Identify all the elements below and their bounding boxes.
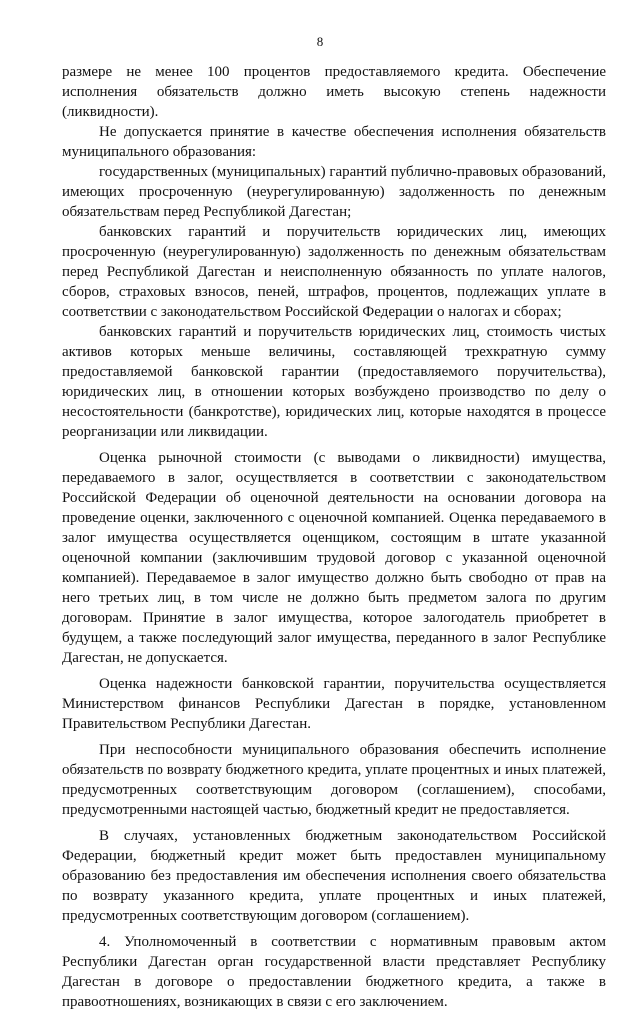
page-number: 8 [316,34,324,49]
paragraph-guarantee-reliability: Оценка надежности банковской гарантии, поручительства осуществляется Министерством финансов Республики Дагестан в порядке, установленном Правительством Республики Дагестан. [62,676,606,732]
paragraph-bank-guarantees-assets: банковских гарантий и поручительств юридических лиц, стоимость чистых активов которых меньше величины, составляющей трехкратную сумму предоставляемой банковской гарантии (предоставляемого поручительства), юридических лиц, в отношении которых возбуждено производство по делу о несостоятельности (банкротстве), юридических лиц, которые находятся в процессе реорганизации или ликвидации. [62,324,606,440]
paragraph-credit-without-security: В случаях, установленных бюджетным законодательством Российской Федерации, бюджетный кредит может быть предоставлен муниципальному образованию без предоставления им обеспечения исполнения своего обязательства по возврату указанного кредита, уплате процентных и иных платежей, предусмотренных соответствующим договором (соглашением). [62,828,606,924]
paragraph-property-valuation: Оценка рыночной стоимости (с выводами о ликвидности) имущества, передаваемого в залог, осуществляется в соответствии с законодательством Российской Федерации об оценочной деятельности на основании договора на проведение оценки, заключенного с оценочной компанией. Оценка передаваемого в залог имущества осуществляется оценщиком, состоящим в штате указанной оценочной компании (заключившим трудовой договор с указанной оценочной компанией). Передаваемое в залог имущество должно быть свободно от прав на него третьих лиц, в том числе не должно быть предметом залога по другим договорам. Принятие в залог имущества, которое залогодатель приобретет в будущем, а также последующий залог имущества, переданного в залог Республике Дагестан, не допускается. [62,450,606,666]
paragraph-state-guarantees: государственных (муниципальных) гарантий публично-правовых образований, имеющих просроченную (неурегулированную) задолженность по денежным обязательствам перед Республикой Дагестан; [62,164,606,220]
paragraph-bank-guarantees-debt: банковских гарантий и поручительств юридических лиц, имеющих просроченную (неурегулированную) задолженность по денежным обязательствам перед Республикой Дагестан и неисполненную обязанность по уплате налогов, сборов, страховых взносов, пеней, штрафов, процентов, подлежащих уплате в соответствии с законодательством Российской Федерации о налогах и сборах; [62,224,606,320]
paragraph-credit-refusal: При неспособности муниципального образования обеспечить исполнение обязательств по возврату бюджетного кредита, уплате процентных и иных платежей, предусмотренных соответствующим договором (соглашением), способами, предусмотренными настоящей частью, бюджетный кредит не предоставляется. [62,742,606,818]
paragraph-security-restrictions: Не допускается принятие в качестве обеспечения исполнения обязательств муниципального образования: [62,124,606,160]
paragraph-authorized-body: 4. Уполномоченный в соответствии с нормативным правовым актом Республики Дагестан орган государственной власти представляет Республику Дагестан в договоре о предоставлении бюджетного кредита, а также в правоотношениях, возникающих в связи с его заключением. [62,934,606,1010]
document-body [62,62,606,1012]
paragraph-continuation: размере не менее 100 процентов предоставляемого кредита. Обеспечение исполнения обязательств должно иметь высокую степень надежности (ликвидности). [62,64,606,120]
